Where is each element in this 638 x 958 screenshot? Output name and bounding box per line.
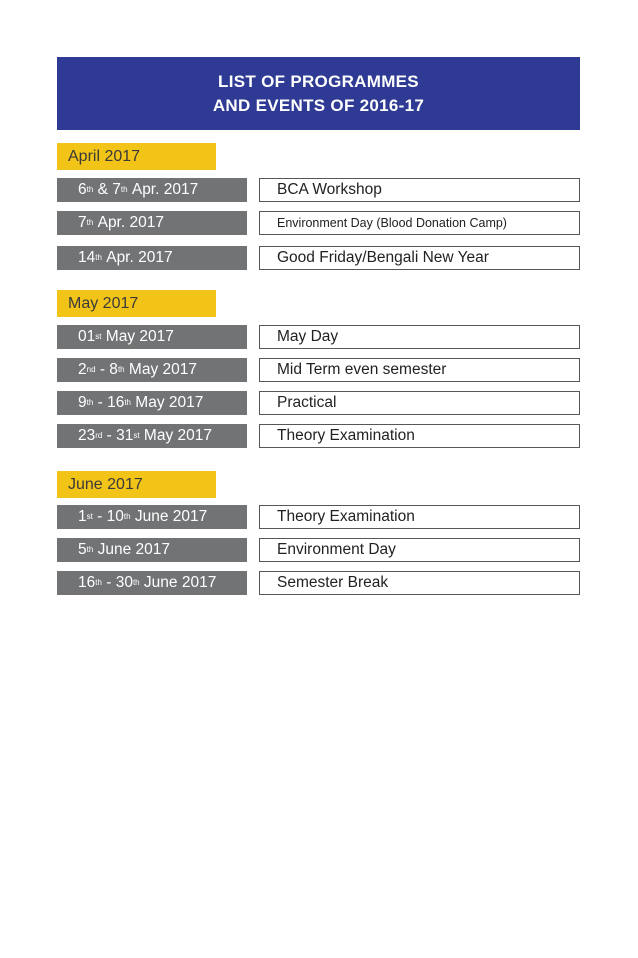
event-date: 14 th Apr. 2017 bbox=[57, 246, 247, 270]
month-heading-may: May 2017 bbox=[57, 290, 216, 317]
event-name: Practical bbox=[259, 391, 580, 415]
event-name: Good Friday/Bengali New Year bbox=[259, 246, 580, 270]
event-date: 6 th & 7 th Apr. 2017 bbox=[57, 178, 247, 202]
page-title-banner bbox=[57, 57, 580, 130]
event-date: 5 th June 2017 bbox=[57, 538, 247, 562]
event-name: Environment Day (Blood Donation Camp) bbox=[259, 211, 580, 235]
event-name: May Day bbox=[259, 325, 580, 349]
event-name: Theory Examination bbox=[259, 424, 580, 448]
title-line-1: LIST OF PROGRAMMES bbox=[218, 71, 419, 91]
event-date: 23 rd - 31 st May 2017 bbox=[57, 424, 247, 448]
event-name: Mid Term even semester bbox=[259, 358, 580, 382]
event-date: 2 nd - 8 th May 2017 bbox=[57, 358, 247, 382]
event-date: 16 th - 30 th June 2017 bbox=[57, 571, 247, 595]
month-heading-april: April 2017 bbox=[57, 143, 216, 170]
event-date: 7 th Apr. 2017 bbox=[57, 211, 247, 235]
month-heading-june: June 2017 bbox=[57, 471, 216, 498]
event-name: Environment Day bbox=[259, 538, 580, 562]
event-name: Semester Break bbox=[259, 571, 580, 595]
event-date: 9 th - 16 th May 2017 bbox=[57, 391, 247, 415]
event-date: 1 st - 10 th June 2017 bbox=[57, 505, 247, 529]
title-line-2: AND EVENTS OF 2016-17 bbox=[212, 95, 425, 115]
event-name: BCA Workshop bbox=[259, 178, 580, 202]
event-name: Theory Examination bbox=[259, 505, 580, 529]
event-date: 01 st May 2017 bbox=[57, 325, 247, 349]
